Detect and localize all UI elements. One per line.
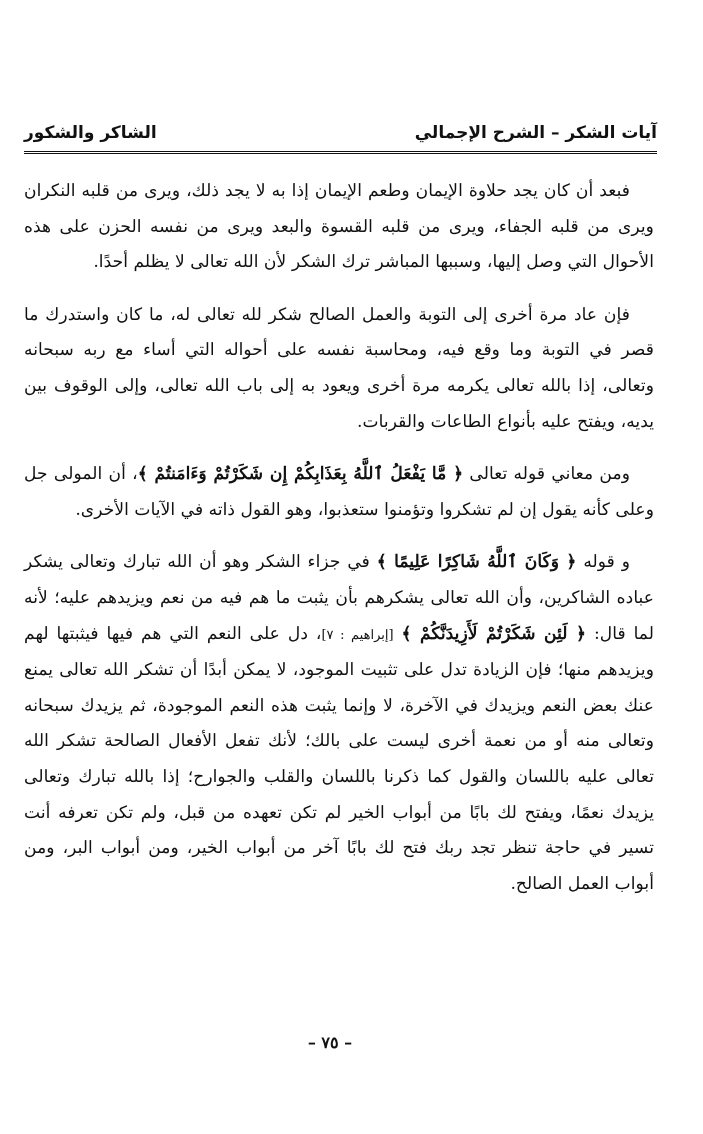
running-header — [24, 114, 657, 144]
paragraph-2: فإن عاد مرة أخرى إلى التوبة والعمل الصالح شكر لله تعالى له، ما كان واستدرك ما قصر في التوبة وما وقع فيه، ومحاسبة نفسه على أحواله التي أساء مع ربه سبحانه وتعالى، إذا بالله تعالى يكرمه مرة أخرى ويعود به إلى باب الله تعالى، وإلى الوقوف بين يديه، ويفتح عليه بأنواع الطاعات والقربات. — [24, 304, 654, 432]
paragraph-4 — [24, 545, 654, 902]
quran-verse: ﴿ وَكَانَ ٱللَّهُ شَاكِرًا عَلِيمًا ﴾ — [376, 552, 577, 573]
verse-reference: [إبراهيم : ٧] — [321, 627, 394, 643]
paragraph-1: فبعد أن كان يجد حلاوة الإيمان وطعم الإيمان إذا به لا يجد ذلك، ويرى من قلبه النكران ويرى من قلبه الجفاء، ويرى من قلبه القسوة والبعد ويرى من نفسه الحزن على هذه الأحوال التي وصل إليها، وسببها المباشر ترك الشكر لأن الله تعالى لا يظلم أحدًا. — [24, 181, 654, 273]
paragraph-3-text: ، أن المولى جل وعلى كأنه يقول إن لم تشكروا وتؤمنوا ستعذبوا، وهو القول ذاته في الآيات الأخرى. — [24, 464, 654, 520]
paragraph-4-intro: و قوله — [583, 552, 631, 573]
page-body — [24, 174, 654, 919]
quran-verse: ﴿ مَّا يَفْعَلُ ٱللَّهُ بِعَذَابِكُمْ إِن شَكَرْتُمْ وَءَامَنتُمْ ﴾ — [137, 464, 464, 485]
paragraph-3 — [24, 457, 654, 528]
chapter-title: آيات الشكر – الشرح الإجمالي — [414, 123, 657, 143]
book-title: الشاكر والشكور — [24, 123, 157, 143]
paragraph-4-continuation: ، دل على النعم التي هم فيها فيثبتها لهم ويزيدهم منها؛ فإن الزيادة تدل على تثبيت الموجود، لا يمكن أبدًا أن تشكر الله تعالى يمنع عنك بعض النعم ويزيدك في الآخرة، لا وإنما يثبت هذه النعم الموجودة، ثم يزيدك سبحانه وتعالى منه أو من نعمة أخرى ليست على بالك؛ لأنك تفعل الأفعال الصالحة تشكر الله تعالى عليه باللسان والقول كما ذكرنا باللسان والقلب والجوارح؛ إذا بالله تبارك وتعالى يزيدك نعمًا، ويفتح لك بابًا من أبواب الخير لم تكن تعهده من قبل، ولم تكن تعرفه أنت تسير في حاجة تنظر تجد ربك فتح لك بابًا آخر من أبواب الخير، ومن أبواب البر، ومن أبواب العمل الصالح. — [24, 623, 654, 894]
paragraph-4-text: في جزاء الشكر وهو أن الله تبارك وتعالى يشكر عباده الشاكرين، وأن الله تعالى يشكرهم بأن يثبت ما هم فيه من نعم ويزيدهم عليه؛ لأنه لما قال: — [24, 552, 654, 644]
page-number: – ٧٥ – — [307, 1033, 353, 1052]
paragraph-3-intro: ومن معاني قوله تعالى — [469, 464, 631, 485]
header-divider — [24, 151, 657, 154]
quran-verse: ﴿ لَئِن شَكَرْتُمْ لَأَزِيدَنَّكُمْ ﴾ — [401, 623, 587, 644]
